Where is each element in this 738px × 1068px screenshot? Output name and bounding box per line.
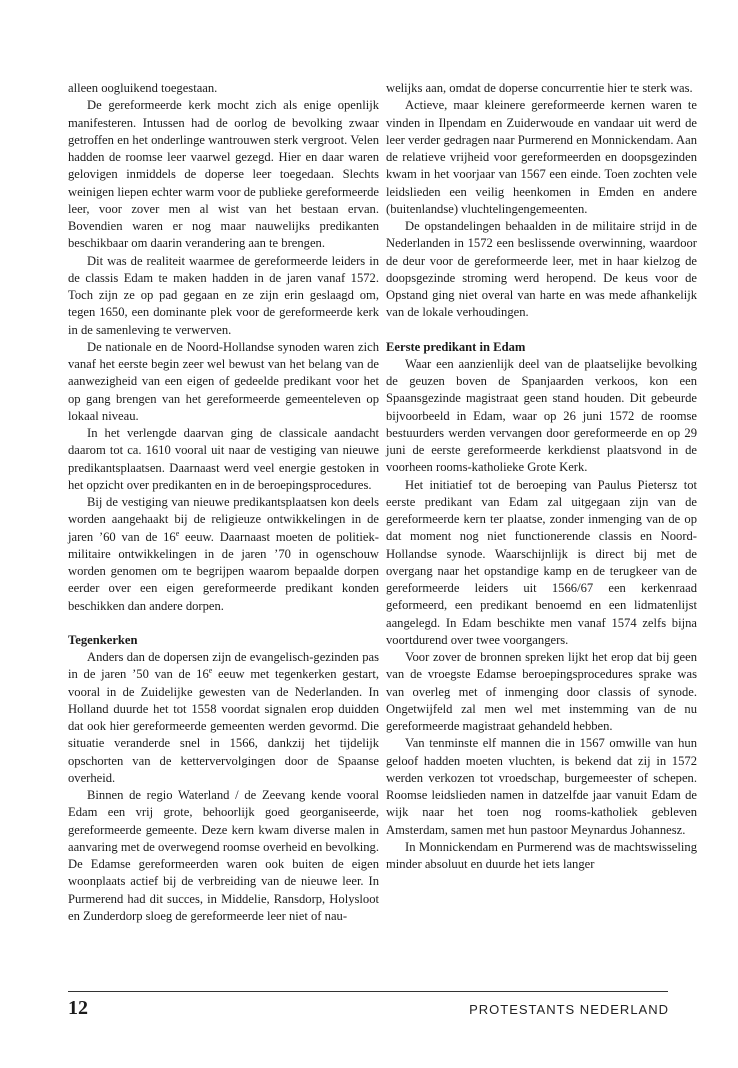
superscript: e xyxy=(175,528,180,538)
page-number: 12 xyxy=(68,997,88,1019)
paragraph: Waar een aanzienlijk deel van de plaatselijke bevolking de geuzen boven de Spanjaarden verkoos, kon een Spaansgezinde magistraat geen stand houden. Dit gebeurde bijvoorbeeld in Edam, waar op 26 juni 1572 de roomse bestuurders werden vervangen door gereformeerde en op 29 juni de eerste gereformeerde kerkdienst plaatsvond in de voorheen rooms-katholieke Grote Kerk. xyxy=(386,356,697,475)
text-run: eeuw. Daarnaast moeten de politiek-militaire ontwikkelingen in de jaren ’70 in ogenschouw worden genomen om te begrijpen waarom bepaalde dorpen eerder over een eigen gereformeerde predikant konden beschikken dan andere dorpen. xyxy=(68,529,379,613)
paragraph: In het verlengde daarvan ging de classicale aandacht daarom tot ca. 1610 vooral uit naar de vestiging van nieuwe predikantsplaatsen. Daarnaast werd veel energie gestoken in het opzicht over predikanten en in de beroepingsprocedures. xyxy=(68,426,379,492)
paragraph xyxy=(68,649,379,787)
footer-divider xyxy=(68,991,668,992)
paragraph: In Monnickendam en Purmerend was de machtswisseling minder absoluut en duurde het iets langer xyxy=(386,839,697,871)
paragraph: De opstandelingen behaalden in de militaire strijd in de Nederlanden in 1572 een beslissende overwinning, waardoor de deur voor de gereformeerde leer, met in haar kielzog de doopsgezinde stroming werd heropend. De keus voor de Opstand ging niet overal van harte en was mede afhankelijk van de lokale verhoudingen. xyxy=(386,219,697,320)
text-run: eeuw met tegenkerken gestart, vooral in de Zuidelijke gewesten van de Nederlanden. In Holland duurde het tot 1558 voordat signalen erop duidden dat ook hier gereformeerde gemeenten werden gevormd. Die situatie veranderde snel in 1566, dankzij het tijdelijk opschorten van de kettervervolgingen door de Spaanse overheid. xyxy=(68,667,379,785)
right-column xyxy=(386,80,697,873)
text-run: Anders dan de dopersen zijn de evangelisch-gezinden pas in de jaren ’50 van de 16 xyxy=(68,650,379,682)
superscript: e xyxy=(208,666,213,676)
paragraph: Dit was de realiteit waarmee de gereformeerde leiders in de classis Edam te maken hadden in de jaren vanaf 1572. Toch zijn ze op pad gegaan en ze zijn erin geslaagd om, tegen 1650, een dominante plek voor de gereformeerde kerk in de samenleving te verwerven. xyxy=(68,253,379,337)
paragraph: Actieve, maar kleinere gereformeerde kernen waren te vinden in Ilpendam en Zuiderwoude en vandaar uit werd de leer verder gedragen naar Purmerend en Monnickendam. Aan de relatieve vrijheid voor gereformeerden en doopsgezinden kwam in het voorjaar van 1567 een einde. Toen zochten vele leidslieden een veilig heenkomen in Emden en andere (buitenlandse) vluchtelingengemeenten. xyxy=(386,98,697,216)
paragraph: Voor zover de bronnen spreken lijkt het erop dat bij geen van de vroegste Edamse beroepingsprocedures sprake was van overleg met of inmenging door classis of synode. Ongetwijfeld zal men wel met instemming van de nu gereformeerde magistraat gehandeld hebben. xyxy=(386,650,697,733)
section-heading: Eerste predikant in Edam xyxy=(386,339,526,354)
paragraph: Van tenminste elf mannen die in 1567 omwille van hun geloof hadden moeten vluchten, is bekend dat zij in 1572 werden verkozen tot vroedschap, burgemeester of schepen. Roomse leidslieden namen in datzelfde jaar vanuit Edam de wijk naar het toen nog rooms-katholiek gebleven Amsterdam, samen met hun pastoor Meynardus Johannesz. xyxy=(386,736,697,837)
paragraph: alleen oogluikend toegestaan. xyxy=(68,81,218,95)
paragraph: De gereformeerde kerk mocht zich als enige openlijk manifesteren. Intussen had de oorlog de bevolking zwaar getroffen en het onderlinge wantrouwen sterk vergroot. Velen hadden de roomse leer vaarwel gezegd. Hier en daar waren gelovigen inmiddels de doperse leer toegedaan. Slechts weinigen liepen echter warm voor de publieke gereformeerde leer, voor zover men al wist van het bestaan ervan. Bovendien waren er nog maar nauwelijks predikanten beschikbaar om daarin verandering aan te brengen. xyxy=(68,98,379,251)
paragraph: Binnen de regio Waterland / de Zeevang kende vooral Edam een vrij grote, behoorlijk goed georganiseerde, gereformeerde gemeente. Deze kern kwam diverse malen in aanvaring met de overwegend roomse overheid en bevolking. De Edamse gereformeerden waren ook buiten de eigen woonplaats actief bij de verbreiding van de nieuwe leer. In Purmerend had dit succes, in Middelie, Ransdorp, Holysloot en Zunderdorp sloeg de gereformeerde leer niet of nau- xyxy=(68,788,379,923)
section-heading: Tegenkerken xyxy=(68,632,138,647)
running-title: PROTESTANTS NEDERLAND xyxy=(469,1002,669,1017)
paragraph xyxy=(68,494,379,615)
paragraph: Het initiatief tot de beroeping van Paulus Pietersz tot eerste predikant van Edam zal uitgegaan zijn van de gereformeerde kern ter plaatse, zonder inmenging van de op dat moment nog niet functionerende classis en Noord-Hollandse synode. Waarschijnlijk is direct bij met de overgang naar het opstandige kamp en de terugkeer van de gereformeerde leiders uit 1566/67 een kerkenraad geformeerd, een predikant benoemd en een lidmatenlijst aangelegd. In Edam beschikte men vanaf 1574 zelfs bijna voortdurend over twee voorgangers. xyxy=(386,477,697,647)
paragraph: welijks aan, omdat de doperse concurrentie hier te sterk was. xyxy=(386,81,693,95)
text-run: Bij de vestiging van nieuwe predikantsplaatsen kon deels worden aangehaakt bij de religieuze ontwikkelingen in de jaren ’60 van de 16 xyxy=(68,495,379,544)
paragraph: De nationale en de Noord-Hollandse synoden waren zich vanaf het eerste begin zeer wel bewust van het belang van de aanwezigheid van een eigen of gedeelde predikant voor het op gang brengen van het gereformeerde gemeenteleven op lokaal niveau. xyxy=(68,339,379,423)
left-column xyxy=(68,80,379,925)
